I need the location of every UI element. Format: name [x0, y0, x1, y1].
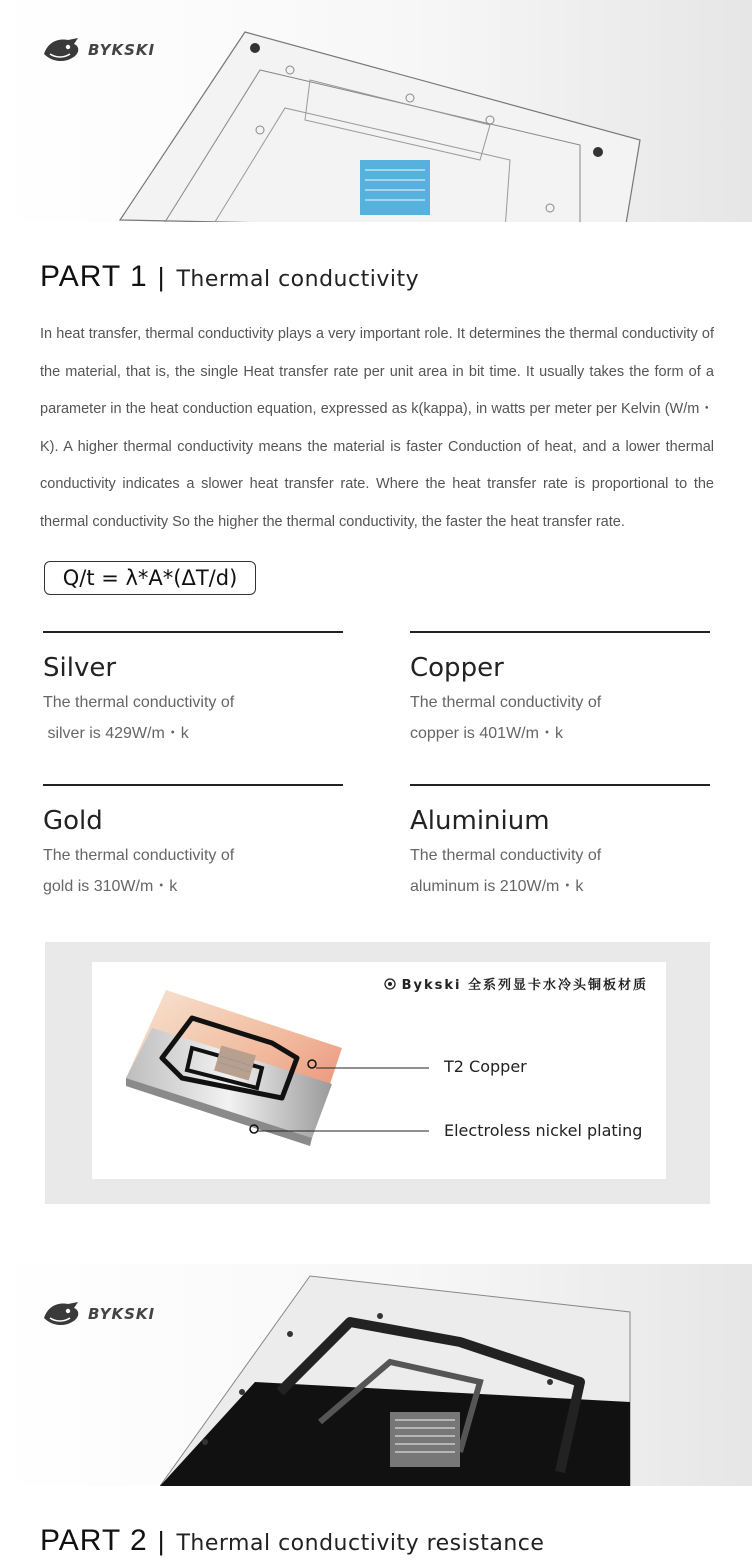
- waterblock-render-top: [110, 20, 650, 222]
- divider: [410, 784, 710, 786]
- diagram-card: [92, 962, 666, 1179]
- dragon-logo-icon: [42, 1300, 82, 1328]
- part2-separator: |: [157, 1526, 165, 1556]
- divider: [410, 631, 710, 633]
- plate-material-diagram: [45, 942, 710, 1204]
- material-description: The thermal conductivity of copper is 401W/m・k: [410, 694, 602, 742]
- waterblock-render-bottom: [160, 1272, 640, 1486]
- divider: [43, 631, 343, 633]
- part1-heading: [40, 260, 419, 294]
- logo-wordmark: BYKSKI: [88, 1305, 156, 1323]
- part2-number: PART 2: [40, 1524, 148, 1557]
- logo-wordmark: BYKSKI: [88, 41, 156, 59]
- label-t2-copper: T2 Copper: [444, 1057, 527, 1076]
- material-description: The thermal conductivity of aluminum is 210W/m・k: [410, 847, 602, 895]
- material-aluminium: [410, 784, 710, 902]
- hero-banner-top: [0, 0, 752, 222]
- part2-heading: [40, 1524, 544, 1558]
- material-description: The thermal conductivity of gold is 310W/m・k: [43, 847, 235, 895]
- part1-intro-paragraph: In heat transfer, thermal conductivity plays a very important role. It determines the thermal conductivity of the material, that is, the single Heat transfer rate per unit area in bit time. It usually takes the form of a parameter in the heat conduction equation, expressed as k(kappa), in watts per meter per Kelvin (W/m・K). A higher thermal conductivity means the material is faster Conduction of heat, and a lower thermal conductivity indicates a slower heat transfer rate. Where the heat transfer rate is proportional to the thermal conductivity So the higher the thermal conductivity, the faster the heat transfer rate.: [40, 326, 714, 530]
- material-description: The thermal conductivity of silver is 429W/m・k: [43, 694, 235, 742]
- material-name: Silver: [43, 653, 117, 683]
- formula-box: Q/t = λ*A*(ΔT/d): [44, 561, 256, 595]
- diagram-header-text: Bykski 全系列显卡水冷头铜板材质: [401, 978, 648, 993]
- dragon-logo-icon: [42, 36, 82, 64]
- hero-banner-bottom: [0, 1264, 752, 1486]
- material-gold: [43, 784, 343, 902]
- material-name: Copper: [410, 653, 504, 683]
- material-name: Aluminium: [410, 806, 550, 836]
- label-nickel-plating: Electroless nickel plating: [444, 1121, 643, 1140]
- part1-separator: |: [157, 262, 165, 292]
- part2-title: Thermal conductivity resistance: [176, 1531, 545, 1556]
- material-silver: [43, 631, 343, 749]
- leader-lines: [92, 962, 666, 1179]
- brand-logo: [42, 1300, 155, 1328]
- material-name: Gold: [43, 806, 103, 836]
- part1-number: PART 1: [40, 260, 148, 293]
- part1-title: Thermal conductivity: [176, 267, 420, 292]
- material-copper: [410, 631, 710, 749]
- divider: [43, 784, 343, 786]
